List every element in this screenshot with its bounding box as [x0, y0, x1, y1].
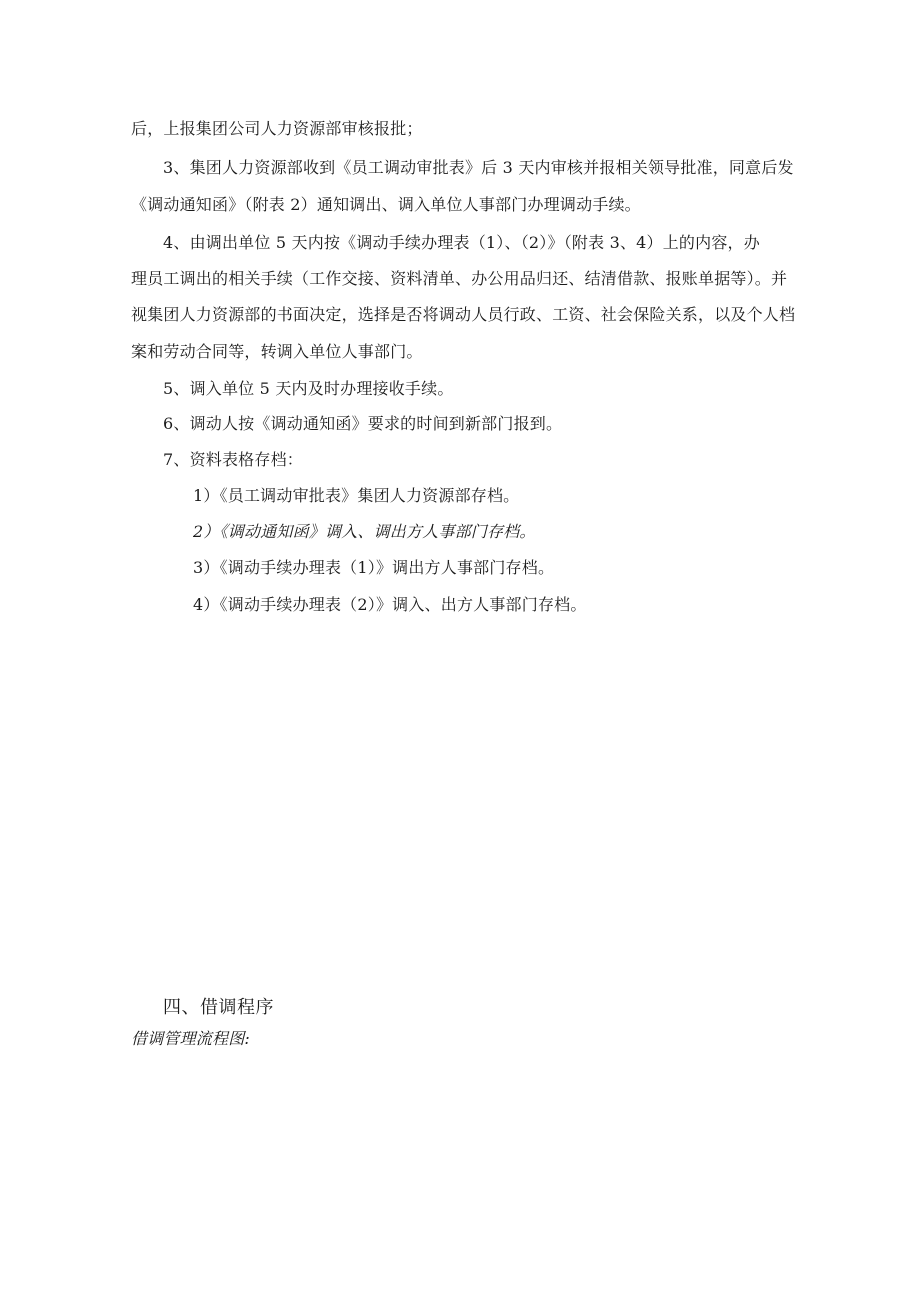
paragraph-line-continuation: 后，上报集团公司人力资源部审核报批；: [131, 119, 423, 138]
archive-item-4: 4）《调动手续办理表（2）》调入、出方人事部门存档。: [193, 595, 587, 614]
step-5-line: 5、调入单位 5 天内及时办理接收手续。: [163, 379, 454, 398]
flowchart-caption: 借调管理流程图:: [131, 1029, 250, 1048]
archive-item-3: 3）《调动手续办理表（1）》调出方人事部门存档。: [193, 558, 555, 577]
step-4-line-1: 4、由调出单位 5 天内按《调动手续办理表（1）、（2）》（附表 3、4）上的内容，办: [163, 233, 760, 252]
section-heading: 四、借调程序: [163, 997, 274, 1018]
step-7-line: 7、资料表格存档：: [163, 450, 303, 469]
archive-item-1: 1）《员工调动审批表》集团人力资源部存档。: [193, 486, 520, 505]
step-3-line-2: 《调动通知函》（附表 2）通知调出、调入单位人事部门办理调动手续。: [131, 195, 641, 214]
step-3-line-1: 3、集团人力资源部收到《员工调动审批表》后 3 天内审核并报相关领导批准，同意后发: [163, 158, 794, 177]
step-4-line-4: 案和劳动合同等，转调入单位人事部门。: [131, 342, 423, 361]
step-4-line-2: 理员工调出的相关手续（工作交接、资料清单、办公用品归还、结清借款、报账单据等）。并: [131, 269, 788, 288]
step-4-line-3: 视集团人力资源部的书面决定，选择是否将调动人员行政、工资、社会保险关系，以及个人档: [131, 305, 796, 324]
archive-item-2: 2）《调动通知函》调入、调出方人事部门存档。: [193, 522, 536, 541]
step-6-line: 6、调动人按《调动通知函》要求的时间到新部门报到。: [163, 414, 563, 433]
